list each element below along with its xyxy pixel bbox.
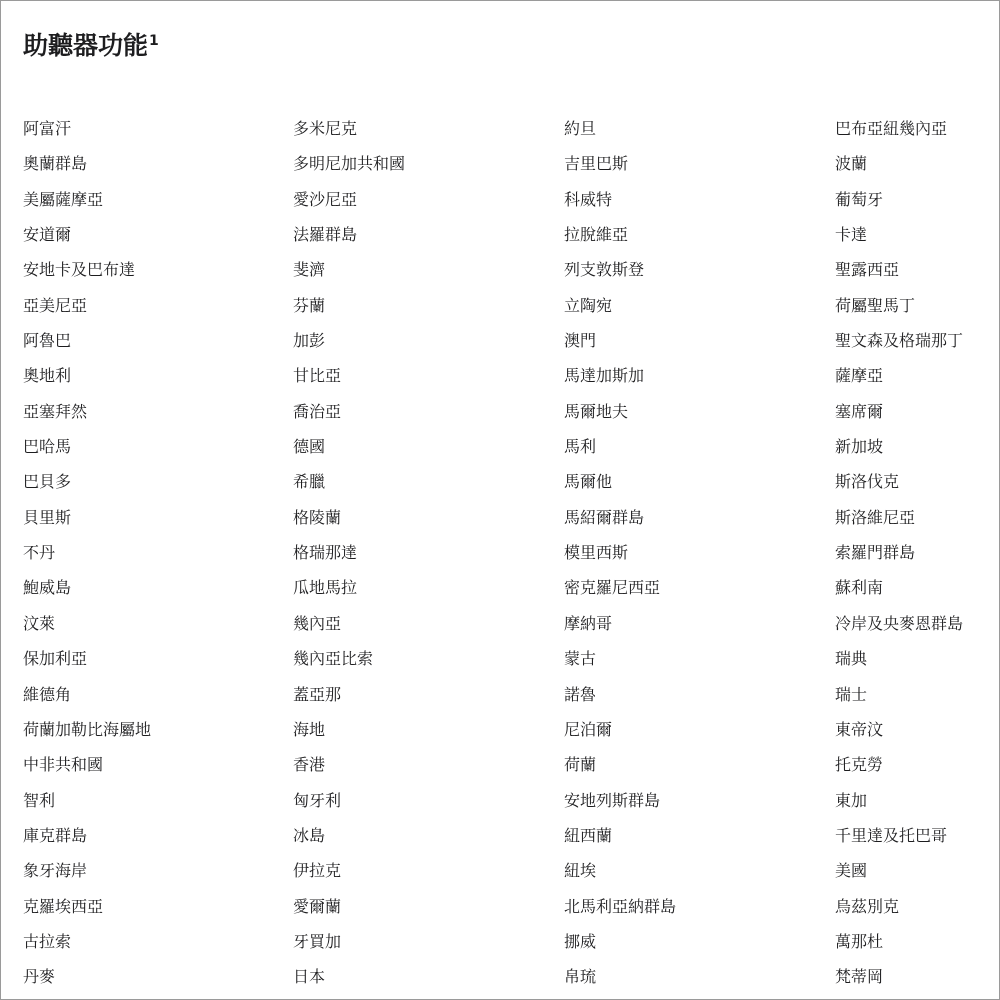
- country-item: 庫克群島: [23, 825, 88, 845]
- footnote-marker[interactable]: 1: [149, 32, 159, 49]
- country-item: 幾內亞比索: [293, 649, 374, 669]
- country-item: 加彭: [293, 331, 326, 351]
- country-item: 亞美尼亞: [23, 295, 88, 315]
- country-item: 格陵蘭: [293, 507, 342, 527]
- country-column-1: [23, 114, 151, 998]
- country-item: 香港: [293, 755, 326, 775]
- country-column-3: [564, 114, 676, 998]
- country-item: 阿富汗: [23, 119, 72, 138]
- country-item: 格瑞那達: [293, 543, 358, 563]
- country-item: 維德角: [23, 684, 72, 704]
- country-item: 海地: [293, 719, 326, 739]
- country-item: 聖露西亞: [835, 260, 900, 280]
- country-item: 紐埃: [564, 861, 597, 881]
- country-item: 中非共和國: [23, 755, 104, 775]
- country-item: 象牙海岸: [23, 861, 88, 881]
- country-item: 馬達加斯加: [564, 366, 645, 386]
- country-item: 安道爾: [23, 225, 72, 245]
- country-item: 奧地利: [23, 366, 72, 386]
- country-item: 智利: [23, 790, 56, 810]
- country-item: 亞塞拜然: [23, 401, 88, 421]
- country-item: 馬爾他: [564, 472, 613, 492]
- country-item: 立陶宛: [564, 295, 613, 315]
- country-item: 澳門: [564, 331, 597, 351]
- country-item: 索羅門群島: [835, 543, 916, 563]
- country-item: 荷蘭加勒比海屬地: [23, 719, 152, 739]
- country-item: 新加坡: [835, 437, 884, 457]
- country-item: 冰島: [293, 825, 326, 845]
- country-item: 德國: [293, 437, 326, 457]
- country-item: 法羅群島: [293, 225, 358, 245]
- country-column-2: [293, 114, 405, 998]
- country-item: 巴貝多: [23, 472, 72, 492]
- country-item: 聖文森及格瑞那丁: [835, 331, 964, 351]
- page-title: [23, 31, 159, 61]
- country-column-4: [835, 114, 963, 998]
- country-item: 塞席爾: [835, 401, 884, 421]
- country-item: 蓋亞那: [293, 684, 342, 704]
- country-item: 鮑威島: [23, 578, 72, 598]
- country-item: 阿魯巴: [23, 331, 72, 351]
- country-item: 巴布亞紐幾內亞: [835, 119, 948, 138]
- country-item: 科威特: [564, 189, 613, 209]
- country-item: 巴哈馬: [23, 437, 72, 457]
- country-item: 蘇利南: [835, 578, 884, 598]
- country-item: 匈牙利: [293, 790, 342, 810]
- country-item: 馬紹爾群島: [564, 507, 645, 527]
- country-item: 模里西斯: [564, 543, 629, 563]
- country-item: 波蘭: [835, 154, 868, 174]
- country-item: 列支敦斯登: [564, 260, 645, 280]
- country-item: 愛沙尼亞: [293, 189, 358, 209]
- country-item: 諾魯: [564, 684, 597, 704]
- country-item: 托克勞: [835, 755, 884, 775]
- country-item: 斐濟: [293, 260, 326, 280]
- country-item: 安地卡及巴布達: [23, 260, 136, 280]
- country-item: 荷屬聖馬丁: [835, 295, 916, 315]
- country-item: 烏茲別克: [835, 896, 900, 916]
- country-item: 汶萊: [23, 613, 56, 633]
- country-item: 多米尼克: [293, 119, 358, 138]
- country-item: 紐西蘭: [564, 825, 613, 845]
- country-item: 千里達及托巴哥: [835, 825, 948, 845]
- country-item: 日本: [293, 967, 326, 987]
- country-item: 瑞典: [835, 649, 868, 669]
- country-item: 馬爾地夫: [564, 401, 629, 421]
- country-item: 奧蘭群島: [23, 154, 88, 174]
- country-item: 密克羅尼西亞: [564, 578, 661, 598]
- country-item: 梵蒂岡: [835, 967, 884, 987]
- country-item: 克羅埃西亞: [23, 896, 104, 916]
- country-item: 尼泊爾: [564, 719, 613, 739]
- country-item: 丹麥: [23, 967, 56, 987]
- country-item: 多明尼加共和國: [293, 154, 406, 174]
- country-item: 牙買加: [293, 931, 342, 951]
- country-item: 保加利亞: [23, 649, 88, 669]
- country-item: 東加: [835, 790, 868, 810]
- country-item: 薩摩亞: [835, 366, 884, 386]
- country-item: 荷蘭: [564, 755, 597, 775]
- country-item: 挪威: [564, 931, 597, 951]
- page-title-text: 助聽器功能: [23, 31, 149, 60]
- country-item: 喬治亞: [293, 401, 342, 421]
- country-item: 古拉索: [23, 931, 72, 951]
- country-item: 貝里斯: [23, 507, 72, 527]
- country-item: 蒙古: [564, 649, 597, 669]
- country-item: 美屬薩摩亞: [23, 189, 104, 209]
- country-item: 甘比亞: [293, 366, 342, 386]
- country-item: 芬蘭: [293, 295, 326, 315]
- country-item: 馬利: [564, 437, 597, 457]
- country-item: 愛爾蘭: [293, 896, 342, 916]
- country-item: 冷岸及央麥恩群島: [835, 613, 964, 633]
- country-item: 希臘: [293, 472, 326, 492]
- country-item: 拉脫維亞: [564, 225, 629, 245]
- country-item: 幾內亞: [293, 613, 342, 633]
- country-item: 萬那杜: [835, 931, 884, 951]
- country-item: 卡達: [835, 225, 868, 245]
- country-item: 約旦: [564, 119, 597, 138]
- country-item: 不丹: [23, 543, 56, 563]
- country-item: 北馬利亞納群島: [564, 896, 677, 916]
- country-item: 斯洛伐克: [835, 472, 900, 492]
- country-item: 葡萄牙: [835, 189, 884, 209]
- country-item: 帛琉: [564, 967, 597, 987]
- country-item: 美國: [835, 861, 868, 881]
- country-item: 伊拉克: [293, 861, 342, 881]
- country-item: 瑞士: [835, 684, 868, 704]
- country-item: 斯洛維尼亞: [835, 507, 916, 527]
- country-item: 吉里巴斯: [564, 154, 629, 174]
- country-item: 安地列斯群島: [564, 790, 661, 810]
- country-item: 摩納哥: [564, 613, 613, 633]
- country-item: 瓜地馬拉: [293, 578, 358, 598]
- country-item: 東帝汶: [835, 719, 884, 739]
